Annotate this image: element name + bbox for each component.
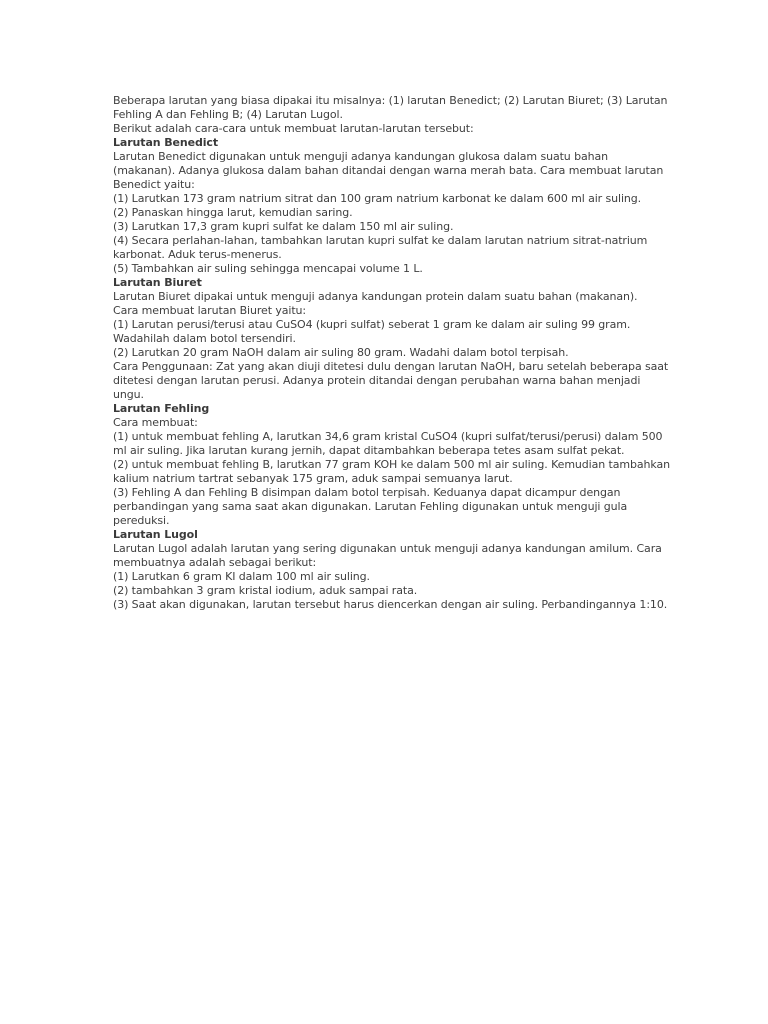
lugol-step: (3) Saat akan digunakan, larutan tersebut harus diencerkan dengan air suling. Perbandingannya 1:10.: [113, 598, 668, 611]
intro-paragraph: Beberapa larutan yang biasa dipakai itu misalnya: (1) larutan Benedict; (2) Larutan Biuret; (3) Larutan Fehling A dan Fehling B; (4) Larutan Lugol.: [113, 94, 668, 121]
document-body: [113, 94, 673, 612]
fehling-step: (2) untuk membuat fehling B, larutkan 77 gram KOH ke dalam 500 ml air suling. Kemudian tambahkan kalium natrium tartrat sebanyak 175 gram, aduk sampai semuanya larut.: [113, 458, 671, 485]
section-heading-benedict: Larutan Benedict: [113, 136, 218, 149]
biuret-step: (1) Larutan perusi/terusi atau CuSO4 (kupri sulfat) seberat 1 gram ke dalam air suling 99 gram. Wadahilah dalam botol tersendiri.: [113, 318, 631, 345]
biuret-step: (2) Larutkan 20 gram NaOH dalam air suling 80 gram. Wadahi dalam botol terpisah.: [113, 346, 569, 359]
lugol-step: (1) Larutkan 6 gram KI dalam 100 ml air suling.: [113, 570, 370, 583]
fehling-step: (3) Fehling A dan Fehling B disimpan dalam botol terpisah. Keduanya dapat dicampur dengan perbandingan yang sama saat akan digunakan. Larutan Fehling digunakan untuk menguji gula pereduksi.: [113, 486, 628, 527]
biuret-paragraph: Larutan Biuret dipakai untuk menguji adanya kandungan protein dalam suatu bahan (makanan).: [113, 290, 638, 303]
benedict-step: (4) Secara perlahan-lahan, tambahkan larutan kupri sulfat ke dalam larutan natrium sitrat-natrium karbonat. Aduk terus-menerus.: [113, 234, 648, 261]
benedict-paragraph: Larutan Benedict digunakan untuk menguji adanya kandungan glukosa dalam suatu bahan (makanan). Adanya glukosa dalam bahan ditandai dengan warna merah bata. Cara membuat larutan Benedict yaitu:: [113, 150, 664, 191]
benedict-step: (3) Larutkan 17,3 gram kupri sulfat ke dalam 150 ml air suling.: [113, 220, 454, 233]
lugol-paragraph: Larutan Lugol adalah larutan yang sering digunakan untuk menguji adanya kandungan amilum. Cara membuatnya adalah sebagai berikut:: [113, 542, 662, 569]
section-heading-fehling: Larutan Fehling: [113, 402, 210, 415]
lugol-step: (2) tambahkan 3 gram kristal iodium, aduk sampai rata.: [113, 584, 418, 597]
benedict-step: (2) Panaskan hingga larut, kemudian saring.: [113, 206, 353, 219]
fehling-step: (1) untuk membuat fehling A, larutkan 34,6 gram kristal CuSO4 (kupri sulfat/terusi/perusi) dalam 500 ml air suling. Jika larutan kurang jernih, dapat ditambahkan beberapa tetes asam sulfat pekat.: [113, 430, 663, 457]
fehling-paragraph: Cara membuat:: [113, 416, 198, 429]
intro-paragraph: Berikut adalah cara-cara untuk membuat larutan-larutan tersebut:: [113, 122, 474, 135]
benedict-step: (5) Tambahkan air suling sehingga mencapai volume 1 L.: [113, 262, 423, 275]
section-heading-lugol: Larutan Lugol: [113, 528, 198, 541]
benedict-step: (1) Larutkan 173 gram natrium sitrat dan 100 gram natrium karbonat ke dalam 600 ml air suling.: [113, 192, 642, 205]
biuret-usage: Cara Penggunaan: Zat yang akan diuji ditetesi dulu dengan larutan NaOH, baru setelah beberapa saat ditetesi dengan larutan perusi. Adanya protein ditandai dengan perubahan warna bahan menjadi ungu.: [113, 360, 669, 401]
biuret-paragraph: Cara membuat larutan Biuret yaitu:: [113, 304, 307, 317]
section-heading-biuret: Larutan Biuret: [113, 276, 202, 289]
